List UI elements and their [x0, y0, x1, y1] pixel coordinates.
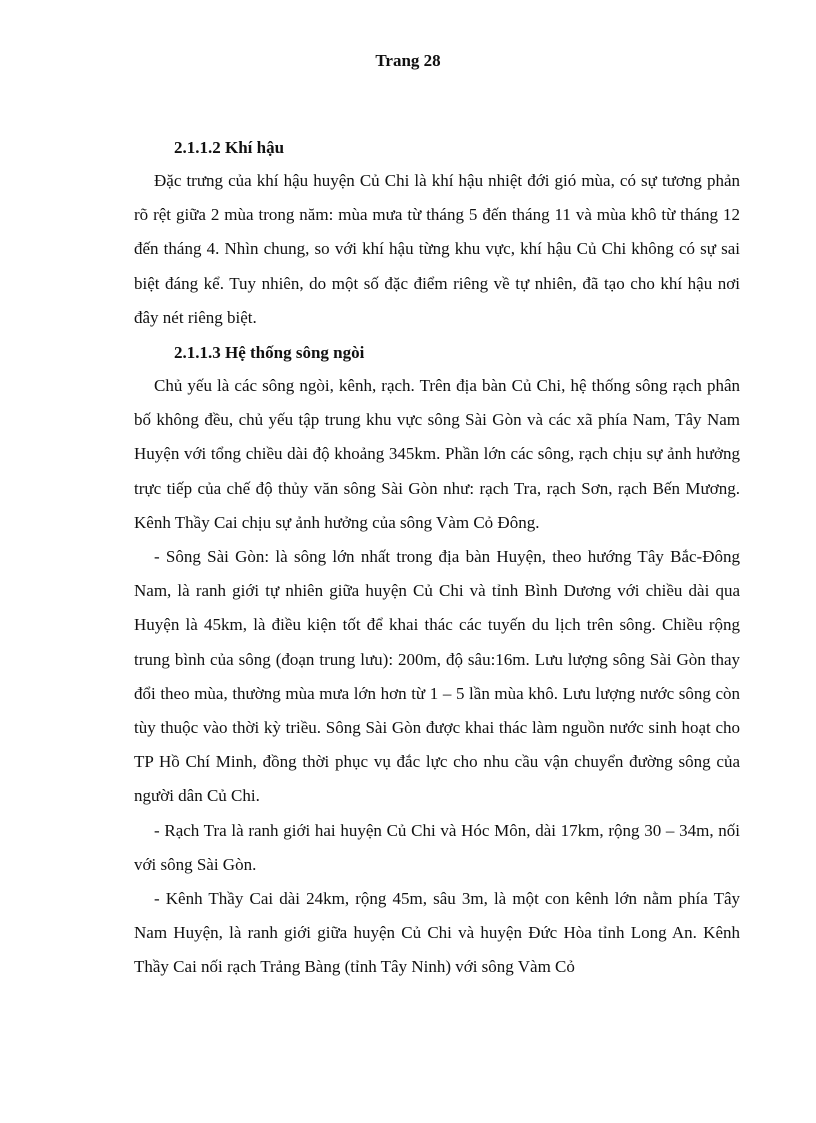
climate-paragraph: Đặc trưng của khí hậu huyện Củ Chi là khí hậu nhiệt đới gió mùa, có sự tương phản rõ rệt giữa 2 mùa trong năm: mùa mưa từ tháng 5 đến tháng 11 và mùa khô từ tháng 12 đến tháng 4. Nhìn chung, so với khí hậu từng khu vực, khí hậu Củ Chi không có sự sai biệt đáng kể. Tuy nhiên, do một số đặc điểm riêng về tự nhiên, đã tạo cho khí hậu nơi đây nét riêng biệt.	[134, 171, 740, 327]
page-content	[134, 133, 740, 985]
section-heading-climate: 2.1.1.2 Khí hậu	[174, 138, 285, 157]
river-system-intro-paragraph: Chủ yếu là các sông ngòi, kênh, rạch. Trên địa bàn Củ Chi, hệ thống sông rạch phân bố không đều, chủ yếu tập trung khu vực sông Sài Gòn và các xã phía Nam, Tây Nam Huyện với tổng chiều dài độ khoảng 345km. Phần lớn các sông, rạch chịu sự ảnh hưởng trực tiếp của chế độ thủy văn sông Sài Gòn như: rạch Tra, rạch Sơn, rạch Bến Mương. Kênh Thầy Cai chịu sự ảnh hưởng của sông Vàm Cỏ Đông.	[134, 376, 740, 532]
thay-cai-canal-paragraph: - Kênh Thầy Cai dài 24km, rộng 45m, sâu 3m, là một con kênh lớn nằm phía Tây Nam Huyện, là ranh giới giữa huyện Củ Chi và huyện Đức Hòa tỉnh Long An. Kênh Thầy Cai nối rạch Trảng Bàng (tỉnh Tây Ninh) với sông Vàm Cỏ	[134, 889, 740, 977]
page-number: Trang 28	[375, 51, 441, 70]
rach-tra-paragraph: - Rạch Tra là ranh giới hai huyện Củ Chi và Hóc Môn, dài 17km, rộng 30 – 34m, nối với sông Sài Gòn.	[134, 820, 740, 874]
section-heading-river-system: 2.1.1.3 Hệ thống sông ngòi	[174, 343, 365, 363]
saigon-river-paragraph: - Sông Sài Gòn: là sông lớn nhất trong địa bàn Huyện, theo hướng Tây Bắc-Đông Nam, là ranh giới tự nhiên giữa huyện Củ Chi và tỉnh Bình Dương với chiều dài qua Huyện là 45km, là điều kiện tốt để khai thác các tuyến du lịch trên sông. Chiều rộng trung bình của sông (đoạn trung lưu): 200m, độ sâu:16m. Lưu lượng sông Sài Gòn thay đổi theo mùa, thường mùa mưa lớn hơn từ 1 – 5 lần mùa khô. Lưu lượng nước sông còn tùy thuộc vào thời kỳ triều. Sông Sài Gòn được khai thác làm nguồn nước sinh hoạt cho TP Hồ Chí Minh, đồng thời phục vụ đắc lực cho nhu cầu vận chuyển đường sông của người dân Củ Chi.	[134, 547, 740, 806]
